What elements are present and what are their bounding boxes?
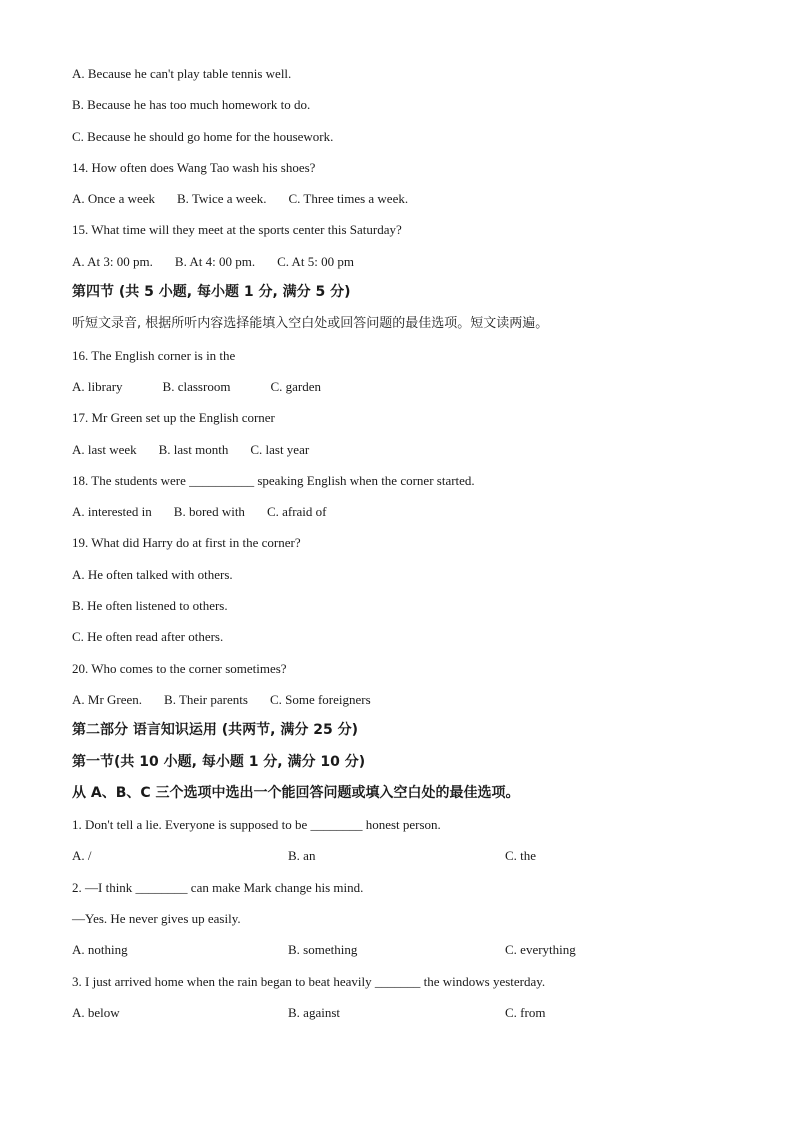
q19-question: 19. What did Harry do at first in the corner? <box>72 535 301 551</box>
q18-option-c: C. afraid of <box>266 504 327 520</box>
q13-option-b: B. Because he has too much homework to do. <box>72 97 311 113</box>
q18-option-b: B. bored with <box>173 504 245 520</box>
q19-option-c: C. He often read after others. <box>72 629 224 645</box>
q13-option-a: A. Because he can't play table tennis well. <box>72 66 292 81</box>
p3-option-b: B. against <box>288 1004 340 1020</box>
q15-option-b: B. At 4: 00 pm. <box>174 253 256 269</box>
document-page <box>72 58 732 1028</box>
part2-heading: 第二部分 语言知识运用 (共两节, 满分 25 分) <box>72 722 358 739</box>
q17-option-a: A. last week <box>72 441 137 457</box>
p1-option-a: A. / <box>72 848 92 864</box>
q15-question: 15. What time will they meet at the sports center this Saturday? <box>72 222 402 238</box>
q17-options <box>72 434 732 465</box>
p3-option-a: A. below <box>72 1004 120 1020</box>
q15-option-a: A. At 3: 00 pm. <box>72 253 153 269</box>
part2-instructions: 从 A、B、C 三个选项中选出一个能回答问题或填入空白处的最佳选项。 <box>72 784 520 801</box>
q17-option-c: C. last year <box>250 441 310 457</box>
p3-options <box>72 997 732 1028</box>
p1-option-c: C. the <box>505 848 537 864</box>
p2-reply: —Yes. He never gives up easily. <box>72 911 241 927</box>
q14-option-a: A. Once a week <box>72 191 156 207</box>
q16-option-b: B. classroom <box>162 378 231 394</box>
p2-option-a: A. nothing <box>72 942 128 958</box>
q20-option-c: C. Some foreigners <box>269 691 371 707</box>
q16-question: 16. The English corner is in the <box>72 347 236 363</box>
q16-option-a: A. library <box>72 378 123 394</box>
p2-question: 2. —I think ________ can make Mark change his mind. <box>72 879 364 895</box>
section4-heading: 第四节 (共 5 小题, 每小题 1 分, 满分 5 分) <box>72 284 351 301</box>
p2-options <box>72 934 732 965</box>
p3-option-c: C. from <box>505 1004 546 1020</box>
q20-options <box>72 684 732 715</box>
q18-options <box>72 496 732 527</box>
p2-option-b: B. something <box>288 942 358 958</box>
q14-options <box>72 183 732 214</box>
q19-option-a: A. He often talked with others. <box>72 566 233 582</box>
q17-option-b: B. last month <box>158 441 229 457</box>
q16-options <box>72 371 732 402</box>
section4-instructions: 听短文录音, 根据所听内容选择能填入空白处或回答问题的最佳选项。短文读两遍。 <box>72 316 549 332</box>
p1-options <box>72 840 732 871</box>
q20-option-a: A. Mr Green. <box>72 691 143 707</box>
p2-option-c: C. everything <box>505 942 576 958</box>
q20-question: 20. Who comes to the corner sometimes? <box>72 660 287 676</box>
q14-question: 14. How often does Wang Tao wash his shoes? <box>72 159 316 175</box>
q14-option-c: C. Three times a week. <box>288 191 409 207</box>
p1-option-b: B. an <box>288 848 316 864</box>
q20-option-b: B. Their parents <box>164 691 248 707</box>
q18-question: 18. The students were __________ speaking English when the corner started. <box>72 472 475 488</box>
p3-question: 3. I just arrived home when the rain began to beat heavily _______ the windows yesterday. <box>72 973 546 989</box>
q15-option-c: C. At 5: 00 pm <box>277 253 355 269</box>
q18-option-a: A. interested in <box>72 504 152 520</box>
q17-question: 17. Mr Green set up the English corner <box>72 410 275 426</box>
q13-option-c: C. Because he should go home for the housework. <box>72 128 334 144</box>
part2-section1-heading: 第一节(共 10 小题, 每小题 1 分, 满分 10 分) <box>72 753 366 770</box>
q16-option-c: C. garden <box>270 378 321 394</box>
p1-question: 1. Don't tell a lie. Everyone is supposed to be ________ honest person. <box>72 817 441 833</box>
q14-option-b: B. Twice a week. <box>177 191 267 207</box>
q15-options <box>72 246 732 277</box>
q19-option-b: B. He often listened to others. <box>72 598 228 614</box>
